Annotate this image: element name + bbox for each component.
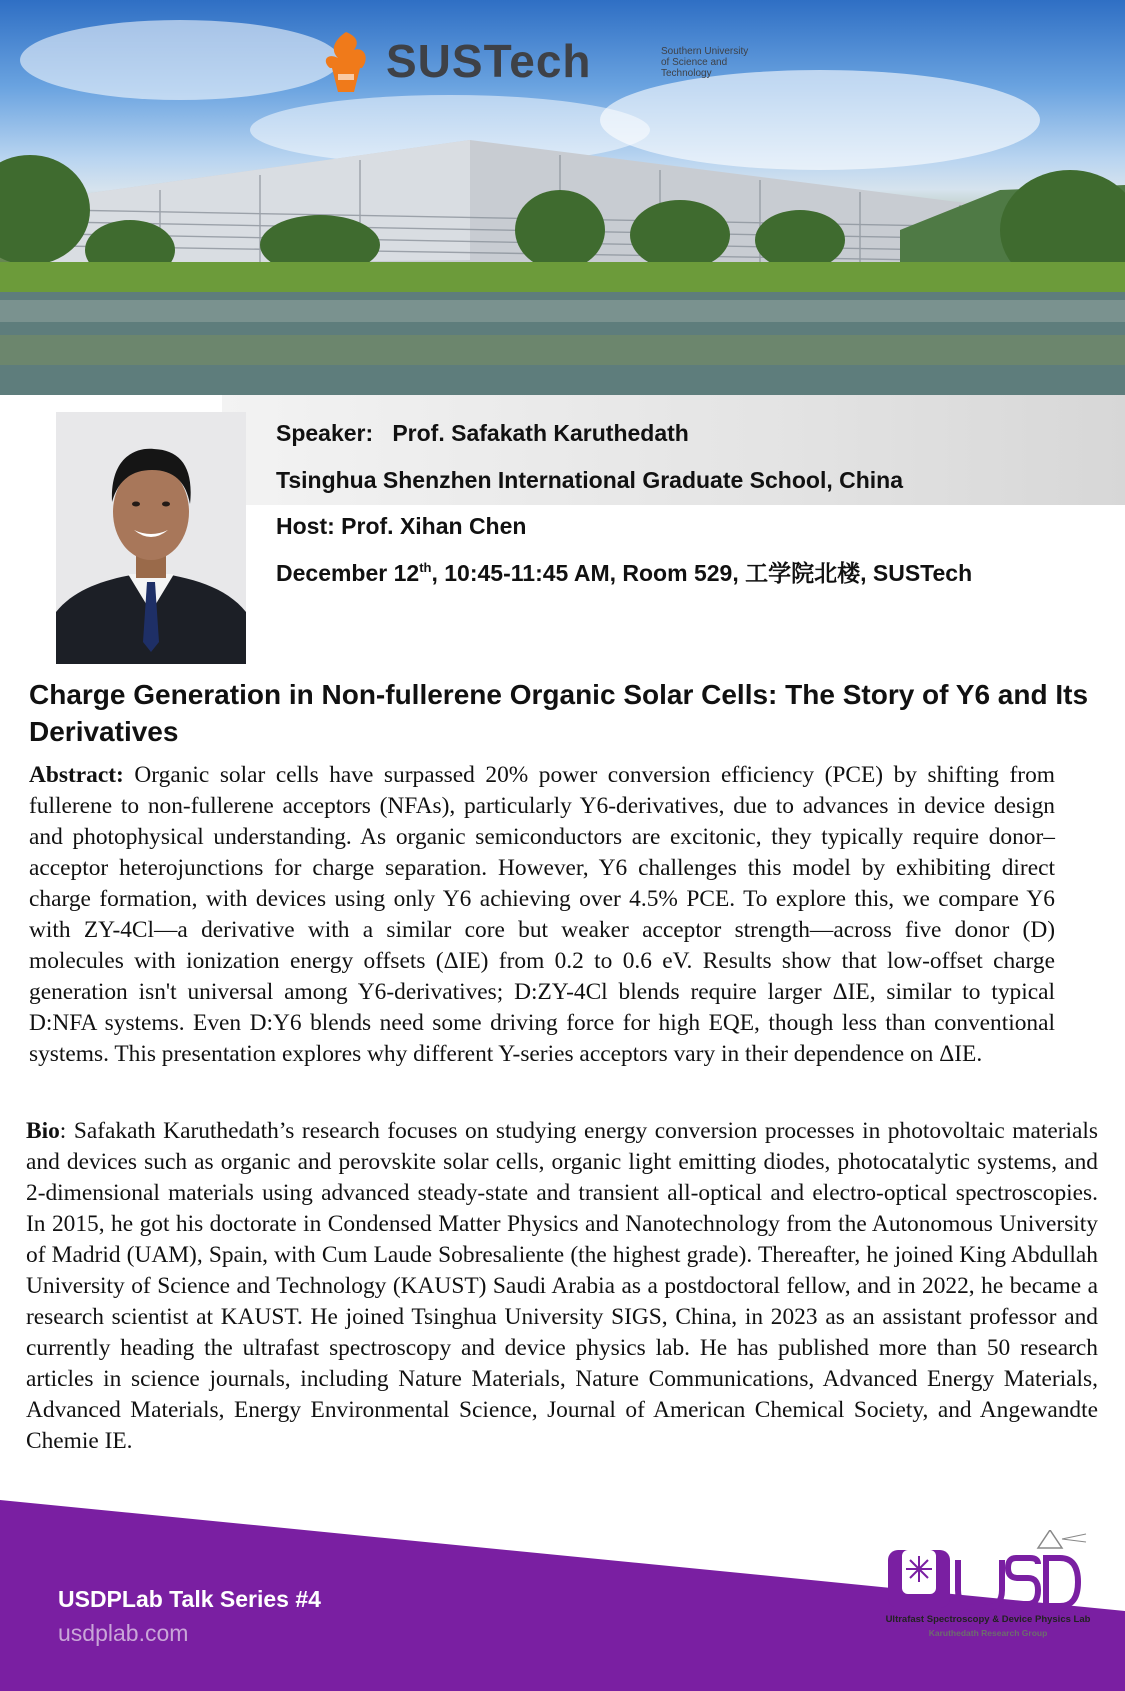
- abstract-label: Abstract:: [29, 762, 124, 788]
- host-line: Host: Prof. Xihan Chen: [276, 513, 527, 539]
- date-details: , 10:45-11:45 AM, Room 529, 工学院北楼, SUSTech: [431, 559, 973, 586]
- website-link[interactable]: usdplab.com: [58, 1620, 189, 1646]
- bio-text: : Safakath Karuthedath’s research focuses on studying energy conversion processes in photovoltaic materials and devices such as organic and perovskite solar cells, organic light emitting diodes, photocatalytic systems, and 2-dimensional materials using advanced steady-state and transient all-optical and electro-optical spectroscopies. In 2015, he got his doctorate in Condensed Matter Physics and Nanotechnology from the Autonomous University of Madrid (UAM), Spain, with Cum Laude Sobresaliente (the highest grade). Thereafter, he joined King Abdullah University of Science and Technology (KAUST) Saudi Arabia as a postdoctoral fellow, and in 2022, he became a research scientist at KAUST. He joined Tsinghua University SIGS, China, in 2023 as an assistant professor and currently heading the ultrafast spectroscopy and device physics lab. He has published more than 50 research articles in science journals, including Nature Materials, Nature Communications, Advanced Energy Materials, Advanced Materials, Energy Environmental Science, Journal of American Chemical Society, and Angewandte Chemie IE.: [26, 1118, 1098, 1454]
- speaker-name: Prof. Safakath Karuthedath: [392, 420, 689, 446]
- abstract-paragraph: [29, 760, 1055, 1070]
- lab-full-name: Ultrafast Spectroscopy & Device Physics Lab: [885, 1614, 1091, 1625]
- bio-paragraph: [26, 1116, 1098, 1457]
- speaker-affiliation: Tsinghua Shenzhen International Graduate School, China: [276, 466, 904, 493]
- date-suffix: th: [419, 559, 432, 575]
- lab-group-name: Karuthedath Research Group: [928, 1628, 1048, 1638]
- talk-title: Charge Generation in Non-fullerene Organic Solar Cells: The Story of Y6 and Its Derivatives: [29, 679, 1089, 747]
- speaker-photo: [56, 412, 246, 664]
- torch-icon: [316, 28, 376, 94]
- speaker-line: [276, 410, 972, 457]
- date-prefix: December 12: [276, 559, 420, 586]
- campus-banner: [0, 0, 1125, 395]
- speaker-label: Speaker:: [276, 420, 374, 446]
- date-line: [276, 550, 972, 597]
- abstract-text: Organic solar cells have surpassed 20% power conversion efficiency (PCE) by shifting from fullerene to non-fullerene acceptors (NFAs), particularly Y6-derivatives, due to advances in device design and photophysical understanding. As organic semiconductors are excitonic, they typically require donor–acceptor heterojunctions for charge separation. However, Y6 challenges this model by exhibiting direct charge formation, with devices using only Y6 achieving over 4.5% PCE. To explore this, we compare Y6 with ZY-4Cl—a derivative with a similar core but weaker acceptor strength—across five donor (D) molecules with ionization energy offsets (ΔIE) from 0.2 to 0.6 eV. Results show that low-offset charge generation isn't universal among Y6-derivatives; D:ZY-4Cl blends require larger ΔIE, similar to typical D:NFA systems. Even D:Y6 blends need some driving force for high EQE, though less than conventional systems. This presentation explores why different Y-series acceptors vary in their dependence on ΔIE.: [29, 762, 1055, 1067]
- logo-subtitle: Southern University of Science and Technology: [661, 46, 749, 79]
- logo-wordmark: SUSTech: [386, 35, 592, 87]
- talk-series-label: USDPLab Talk Series #4: [58, 1586, 321, 1612]
- speaker-info: [276, 410, 972, 596]
- speaker-portrait: [56, 412, 246, 664]
- bio-label: Bio: [26, 1118, 60, 1144]
